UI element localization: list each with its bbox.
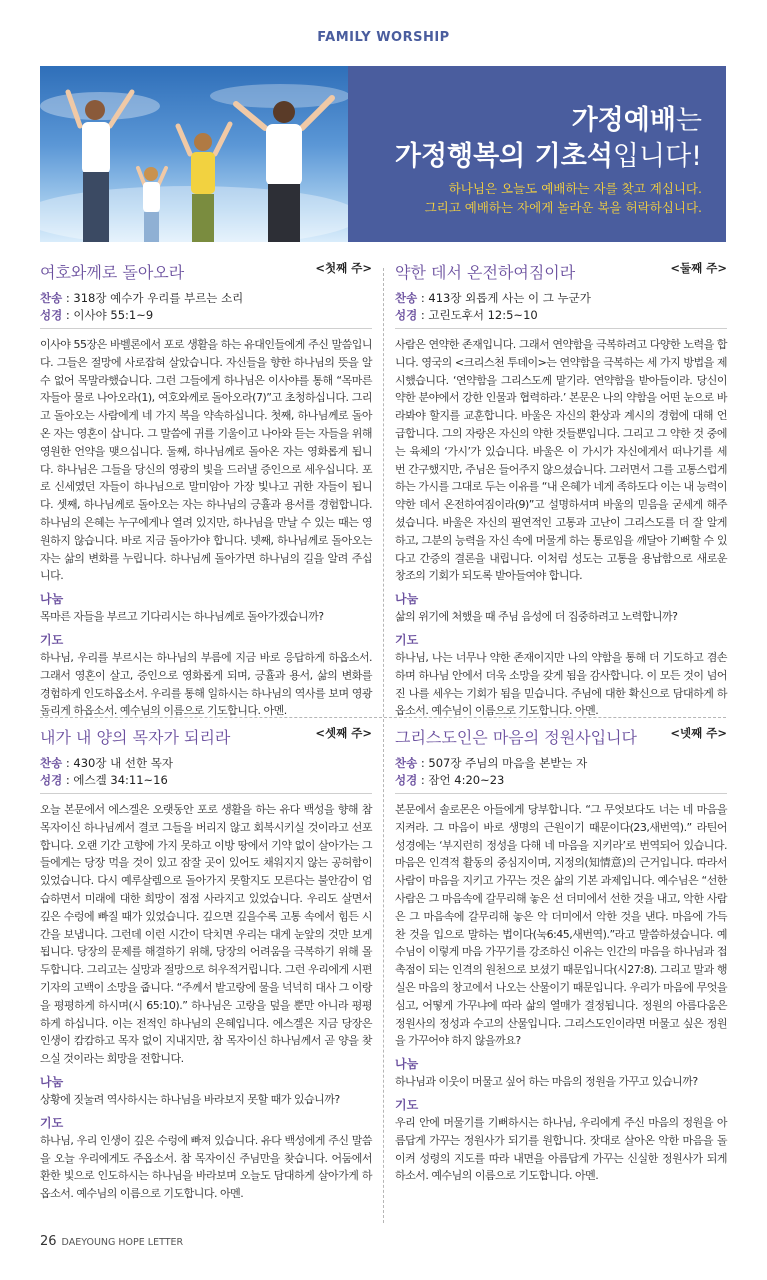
banner-subtitle-line1: 하나님은 오늘도 예배하는 자를 찾고 계십니다. [448,181,702,196]
banner-title-line1: 가정예배는 [571,105,702,136]
share-heading: 나눔 [395,1057,419,1072]
sermon-body: 본문에서 솔로몬은 아들에게 당부합니다. “그 무엇보다도 너는 네 마음을 지켜라. 그 마음이 바로 생명의 근원이기 때문이다(23,새번역).” 라틴어 성경에는 ‘부지런히 정성을 다해 네 마음을 지키라’로 번역되어 있습니다. 마음은 인격적 활동의 중심지이며, 지정의(知情意)의 근거입니다. 따라서 사람이 마음을 지키고 가꾸는 것은 삶의 기본 과제입니다. 예수님은 “선한 사람은 그 마음속에 갈무리해 놓은 선 더미에서 선한 것을 내고, 악한 사람은 그 마음속에 갈무리해 놓은 악 더미에서 악한 것을 낸다. 마음에 가득 찬 것을 입으로 말하는 법이다(눅6:45,새번역).”라고 말씀하셨습니다. 예수님이 이렇게 마음 가꾸기를 강조하신 이유는 인간의 마음을 하나님과 접촉점이 되는 인격의 원천으로 보셨기 때문입니다(시27:8). 그리고 말과 행실은 마음의 창고에서 나오는 산물이기 때문입니다. 우리가 마음에 무엇을 심고, 어떻게 가꾸냐에 따라 삶의 열매가 결정됩니다. 정원의 아름다움은 정원사의 정성과 수고의 산물입니다. 그리스도인이라면 머물고 싶은 정원을 가꾸어야 하지 않을까요? [395,803,727,1048]
prayer-text: 하나님, 우리를 부르시는 하나님의 부름에 지금 바로 응답하게 하옵소서. 그래서 영혼이 살고, 증인으로 영화롭게 되며, 긍휼과 용서, 삶의 변화를 경험하게 인도하옵소서. 우리를 통해 일하시는 하나님의 역사를 보며 영광 돌리게 하옵소서. 예수님의 이름으로 기도합니다. 아멘. [40,650,372,718]
prayer-heading: 기도 [40,1115,64,1130]
sermon-body: 이사야 55장은 바벨론에서 포로 생활을 하는 유대인들에게 주신 말씀입니다. 그들은 절망에 사로잡혀 살았습니다. 자신들을 향한 하나님의 뜻을 알 수 없어 목말라했습니다. 그런 그들에게 하나님은 이사야를 통해 “목마른 자들아 물로 나아오라(1), 여호와께로 돌아오라(7)”고 초청하십니다. 그리고 돌아오는 사람에게 네 가지 복을 약속하십니다. 첫째, 하나님께로 돌아온 자는 영혼이 삽니다. 그 말씀에 귀를 기울이고 나아와 듣는 자들을 위해 영원한 언약을 맺으십니다. 둘째, 하나님께로 돌아온 자는 영화롭게 됩니다. 하나님은 그들을 당신의 영광의 빛을 드러낼 증인으로 세우십니다. 포로 신세였던 자들이 하나님으로 말미암아 가장 빛나고 귀한 자들이 됩니다. 셋째, 하나님께로 돌아오는 자는 하나님의 긍휼과 용서를 경험합니다. 하나님의 은혜는 누구에게나 열려 있지만, 하나님을 만날 수 있는 때는 영원하지 않습니다. 바로 지금 돌아가야 합니다. 넷째, 하나님께로 돌아오는 자는 삶의 변화를 누립니다. 하나님께 돌아가면 하나님의 길을 알려 주십니다. [40,338,372,583]
hymn-line: 찬송 : 413장 외롭게 사는 이 그 누군가 [395,291,591,305]
week-section-2 [395,262,727,720]
share-question: 상황에 짓눌려 역사하시는 하나님을 바라보지 못할 때가 있습니까? [40,1092,340,1106]
section-title: 약한 데서 온전하여짐이라 [395,263,576,282]
section-title: 내가 내 양의 목자가 되리라 [40,728,231,747]
family-photo [40,66,348,242]
hymn-line: 찬송 : 507장 주님의 마음을 본받는 자 [395,756,588,770]
column-divider [383,268,384,1223]
scripture-line: 성경 : 잠언 4:20~23 [395,773,505,787]
share-heading: 나눔 [395,592,419,607]
hymn-line: 찬송 : 318장 예수가 우리를 부르는 소리 [40,291,244,305]
share-question: 하나님과 이웃이 머물고 싶어 하는 마음의 정원을 가꾸고 있습니까? [395,1075,698,1089]
page-footer [40,1234,183,1249]
banner-text-panel [348,66,726,242]
prayer-heading: 기도 [395,632,419,647]
week-label: <둘째 주> [670,261,727,275]
scripture-line: 성경 : 에스겔 34:11~16 [40,773,168,787]
week-label: <넷째 주> [670,726,727,740]
share-heading: 나눔 [40,1074,64,1089]
prayer-heading: 기도 [40,632,64,647]
scripture-line: 성경 : 고린도후서 12:5~10 [395,308,538,322]
sermon-body: 오늘 본문에서 에스겔은 오랫동안 포로 생활을 하는 유다 백성을 향해 참 목자이신 하나님께서 결코 그들을 버리지 않고 회복시키실 것이라고 선포합니다. 오랜 기간 고향에 가지 못하고 이방 땅에서 기약 없이 살아가는 그들에게는 당장 먹을 것이 있고 잠잘 곳이 있어도 채워지지 않는 공허함이 있었습니다. 다시 예루살렘으로 돌아가지 못할지도 모른다는 불안감이 엄습하면서 미래에 대한 희망이 점점 사라지고 있었습니다. 우리도 살면서 깊은 수렁에 빠질 때가 있었습니다. 깊으면 깊을수록 고통 속에서 힘든 시간을 보냅니다. 그런데 이런 시간이 닥치면 우리는 대게 눈앞의 것만 보게 됩니다. 당장의 문제를 해결하기 위해, 당장의 어려움을 극복하기 위해 몰두합니다. 그리고는 실망과 절망으로 허우적거립니다. 그런 우리에게 시편 기자의 고백이 소망을 줍니다. “주께서 밭고랑에 물을 넉넉히 대사 그 이랑을 평평하게 하시며(시 65:10).” 하나님은 고랑을 덮을 뿐만 아니라 평평하게 하십니다. 이는 전적인 하나님의 은혜입니다. 에스겔은 지금 당장은 인생이 캄캄하고 목자 없이 지내지만, 참 목자이신 하나님께서 곧 양을 찾으실 것이라는 희망을 전합니다. [40,803,372,1066]
prayer-text: 우리 안에 머물기를 기뻐하시는 하나님, 우리에게 주신 마음의 정원을 아름답게 가꾸는 정원사가 되기를 원합니다. 잣대로 살아온 악한 마음을 돌이켜 성령의 지도를 따라 내면을 아름답게 가꾸는 신실한 정원사가 되게 하소서. 예수님의 이름으로 기도합니다. 아멘. [395,1115,727,1183]
prayer-text: 하나님, 우리 인생이 깊은 수렁에 빠져 있습니다. 유다 백성에게 주신 말씀을 오늘 우리에게도 주옵소서. 참 목자이신 주님만을 찾습니다. 어둠에서 환한 빛으로 인도하시는 하나님을 바라보며 오늘도 담대하게 살아가게 하옵소서. 예수님의 이름으로 기도합니다. 아멘. [40,1133,372,1201]
share-heading: 나눔 [40,592,64,607]
page-number: 26 [40,1234,57,1249]
divider [40,793,372,794]
share-question: 삶의 위기에 처했을 때 주님 음성에 더 집중하려고 노력합니까? [395,610,678,624]
footer-label: DAEYOUNG HOPE LETTER [61,1237,184,1248]
week-label: <첫째 주> [315,261,372,275]
banner-subtitle-line2: 그리고 예배하는 자에게 놀라운 복을 허락하십니다. [424,200,702,215]
prayer-text: 하나님, 나는 너무나 약한 존재이지만 나의 약함을 통해 더 기도하고 겸손하며 하나님 안에서 더욱 소망을 갖게 됨을 감사합니다. 이 모든 것이 넘어진 나를 세우는 기회가 됨을 믿습니다. 주님에 대한 확신으로 담대하게 하옵소서. 예수님이 이름으로 기도합니다. 아멘. [395,650,727,718]
section-title: 여호와께로 돌아오라 [40,263,185,282]
banner-title-line2: 가정행복의 기초석입니다! [394,141,702,172]
banner [40,66,726,242]
week-section-3 [40,727,372,1203]
divider [40,328,372,329]
week-section-1 [40,262,372,720]
hymn-line: 찬송 : 430장 내 선한 목자 [40,756,173,770]
page-header: FAMILY WORSHIP [317,30,450,45]
week-label: <셋째 주> [315,726,372,740]
week-section-4 [395,727,727,1185]
divider [395,328,727,329]
family-illustration [40,66,348,242]
share-question: 목마른 자들을 부르고 기다리시는 하나님께로 돌아가겠습니까? [40,610,324,624]
sermon-body: 사람은 연약한 존재입니다. 그래서 연약함을 극복하려고 다양한 노력을 합니다. 영국의 <크리스천 투데이>는 연약함을 극복하는 세 가지 방법을 제시했습니다. ‘연약함을 그리스도께 맡기라. 연약함을 받아들이라. 당신이 약한 분야에서 강한 인물과 협력하라.’ 본문은 나의 약함을 어떤 눈으로 바라봐야 할지를 교훈합니다. 바울은 자신의 환상과 계시의 경험에 대해 언급합니다. 그의 자랑은 자신의 약한 것들뿐입니다. 그리고 그 약한 것 중에는 육체의 ‘가시’가 있습니다. 바울은 이 가시가 자신에게서 떠나기를 세 번 간구했지만, 주님은 들어주지 않으셨습니다. 그러면서 그를 고통스럽게 하는 가시를 그대로 두는 이유를 “내 은혜가 네게 족하도다 이는 내 능력이 약한 데서 온전하여짐이라(9)”고 설명하셔며 바울의 믿음을 굳세게 해주셨습니다. 바울은 자신의 필연적인 고통과 고난이 그리스도를 더 잘 알게 하고, 그분의 능력을 자신 속에 머물게 하는 통로임을 깨달아 기뻐할 수 있다고 간증의 결론을 내립니다. 이처럼 성도는 고통을 용납함으로 새로운 창조의 기회가 되도록 받아들여야 합니다. [395,338,727,583]
section-title: 그리스도인은 마음의 정원사입니다 [395,728,638,747]
divider [395,793,727,794]
scripture-line: 성경 : 이사야 55:1~9 [40,308,154,322]
prayer-heading: 기도 [395,1097,419,1112]
